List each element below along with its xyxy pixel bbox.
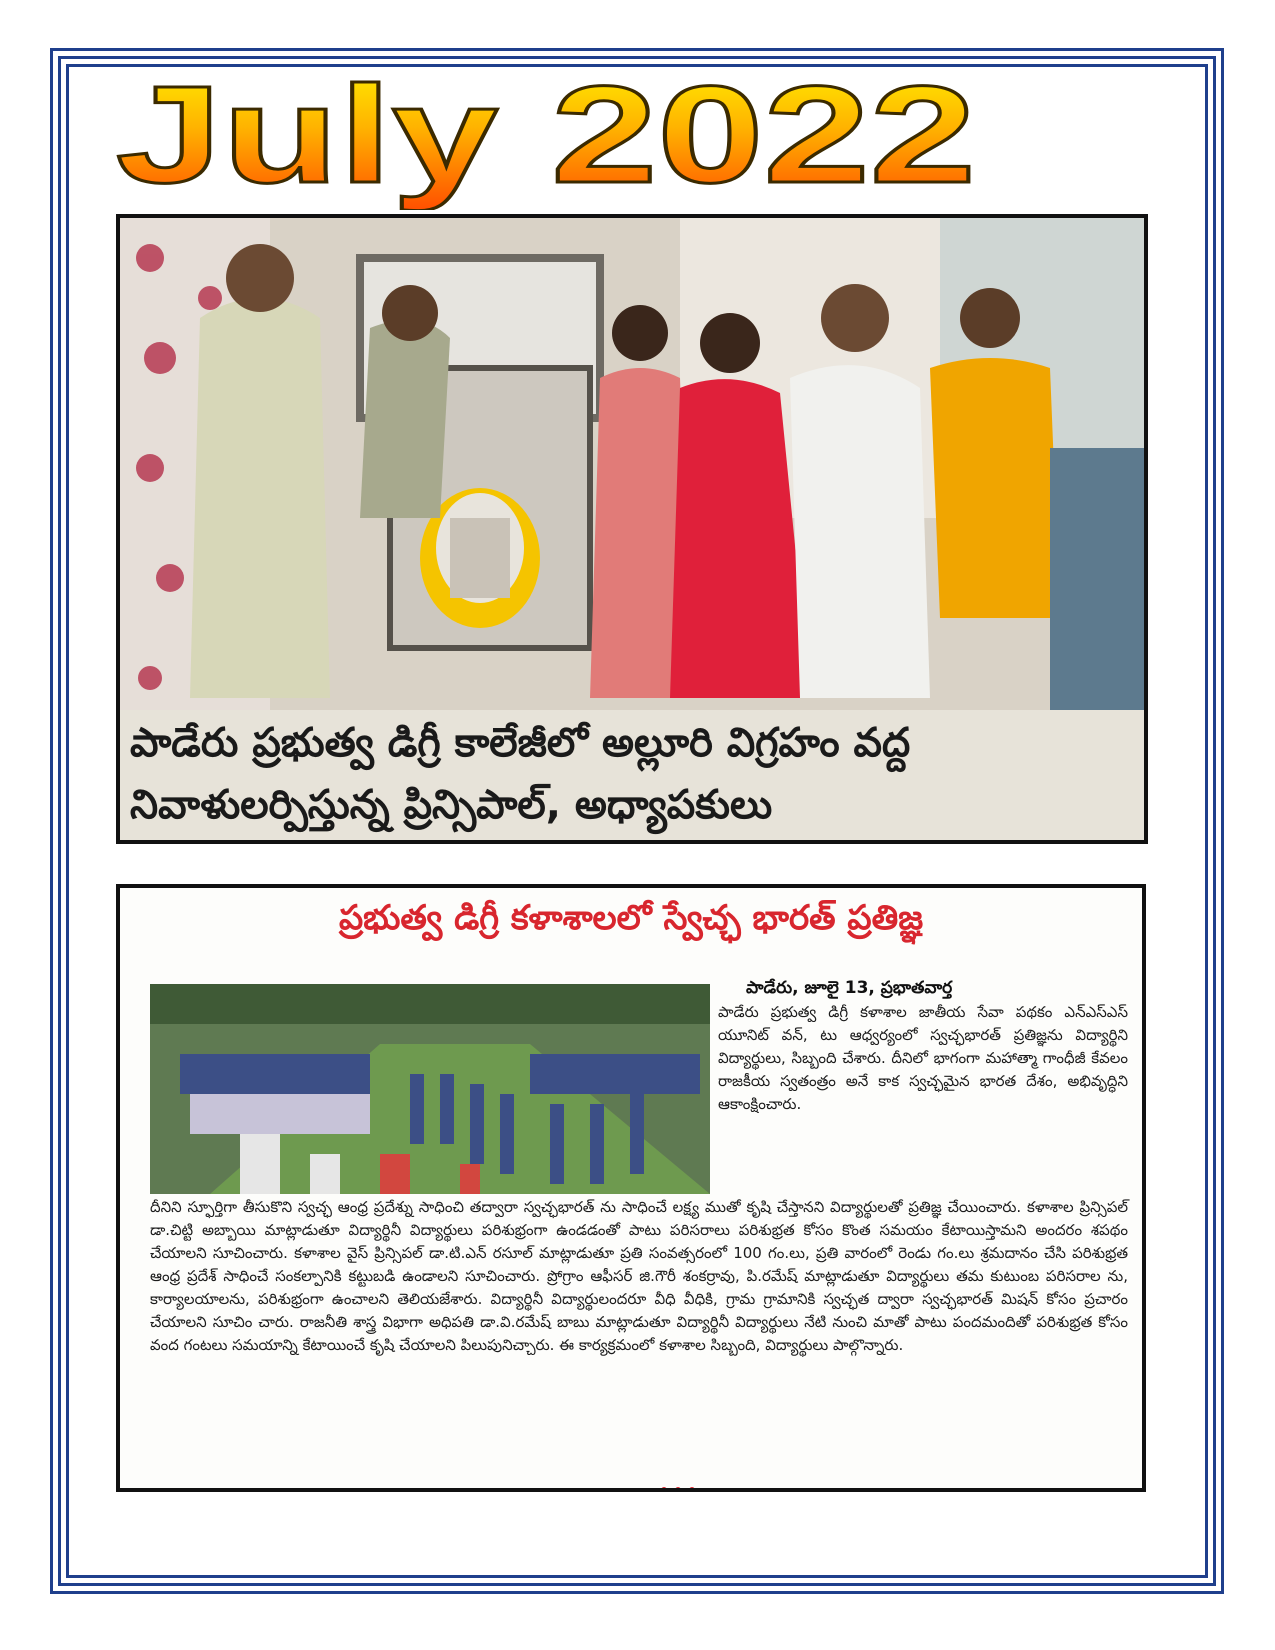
article-photo	[150, 984, 710, 1194]
article-dateline: పాడేరు, జూలై 13, ప్రభాతవార్త	[746, 978, 953, 998]
news-clipping-article	[116, 884, 1146, 1492]
article-body-right: పాడేరు ప్రభుత్వ డిగ్రీ కళాశాల జాతీయ సేవా పథకం ఎన్ఎస్ఎస్ యూనిట్ వన్, టు ఆధ్వర్యంలో స్వచ్ఛభారత్ ప్రతిజ్ఞను విద్యార్థిని విద్యార్థులు, సిబ్బంది చేశారు. దీనిలో భాగంగా మహాత్మా గాంధీజీ కేవలం రాజకీయ స్వతంత్రం అనే కాక స్వచ్ఛమైన భారత దేశం, అభివృద్ధిని ఆకాంక్షించారు.	[718, 1003, 1128, 1113]
clipping-trim-mark	[656, 1486, 716, 1492]
page-title-text: July 2022	[116, 70, 976, 210]
photo-caption	[120, 710, 1144, 844]
page-title	[110, 70, 990, 210]
article-body-full: దీనిని స్ఫూర్తిగా తీసుకొని స్వచ్ఛ ఆంధ్ర ప్రదేశ్ను సాధించి తద్వారా స్వచ్ఛభారత్ ను సాధించే లక్ష్య ముతో కృషి చేస్తానని విద్యార్థులతో ప్రతిజ్ఞ చేయించారు. కళాశాల ప్రిన్సిపల్ డా.చిట్టి అబ్బాయి మాట్లాడుతూ విద్యార్థినీ విద్యార్థులు పరిశుభ్రంగా ఉండడంతో పాటు పరిసరాలు పరిశుభ్రత కోసం కొంత సమయం కేటాయిస్తామని అందరం శపథం చేయాలని సూచించారు. కళాశాల వైస్ ప్రిన్సిపల్ డా.టి.ఎన్ రసూల్ మాట్లాడుతూ ప్రతి సంవత్సరంలో 100 గం.లు, ప్రతి వారంలో రెండు గం.లు శ్రమదానం చేసి పరిశుభ్రత ఆంధ్ర ప్రదేశ్ సాధించే సంకల్పానికి కట్టుబడి ఉండాలని సూచించారు. ప్రోగ్రాం ఆఫీసర్ జి.గౌరీ శంకర్రావు, పి.రమేష్ మాట్లాడుతూ విద్యార్థులు తమ కుటుంబ పరిసరాల ను, కార్యాలయాలను, పరిశుభ్రంగా ఉంచాలని తెలియజేశారు. విద్యార్థినీ విద్యార్థులందరూ వీధి వీధికి, గ్రామ గ్రామానికి స్వచ్ఛత ద్వారా స్వచ్ఛభారత్ మిషన్ కోసం ప్రచారం చేయాలని సూచిం చారు. రాజనీతి శాస్త్ర విభాగా అధిపతి డా.వి.రమేష్ బాబు మాట్లాడుతూ విద్యార్థినీ విద్యార్థులు నేటి నుంచి మాతో పాటు పందమందితో పరిశుభ్రత కోసం వంద గంటలు సమయాన్ని కేటాయించే కృషి చేయాలని పిలుపునిచ్చారు. ఈ కార్యక్రమంలో కళాశాల సిబ్బంది, విద్యార్థులు పాల్గొన్నారు.	[150, 1198, 1128, 1354]
caption-line-2: నివాళులర్పిస్తున్న ప్రిన్సిపాల్, అధ్యాపకులు	[130, 782, 773, 828]
caption-line-1: పాడేరు ప్రభుత్వ డిగ్రీ కాలేజీలో అల్లూరి విగ్రహం వద్ద	[130, 720, 911, 766]
news-clipping-photo	[116, 214, 1148, 844]
event-photo	[120, 218, 1144, 710]
article-headline: ప్రభుత్వ డిగ్రీ కళాశాలలో స్వేచ్ఛ భారత్ ప్రతిజ్ఞ	[338, 898, 924, 938]
